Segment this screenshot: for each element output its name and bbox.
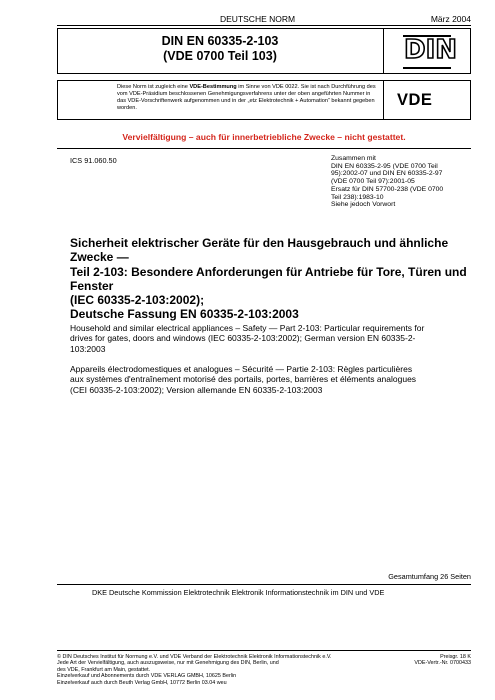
price-group: Preisgr. 18 K (440, 654, 471, 660)
vde-distribution-number: VDE-Vertr.-Nr. 0700433 (414, 660, 471, 667)
replaces-line: Ersatz für DIN 57700-238 (VDE 0700 (331, 185, 444, 193)
header-rule (57, 25, 471, 26)
ics-code: ICS 91.060.50 (70, 156, 117, 165)
german-title (70, 236, 470, 322)
french-title (70, 364, 475, 395)
footer-rule (57, 650, 471, 651)
copyright-line: © DIN Deutsches Institut für Normung e.V. und VDE Verband der Elektrotechnik Elektronik Informationstechnik e.V. (57, 654, 332, 660)
vde-notice-text (117, 84, 379, 112)
german-title-line: Deutsche Fassung EN 60335-2-103:2003 (70, 307, 299, 322)
replaces-line: (VDE 0700 Teil 97):2001-05 (331, 178, 415, 186)
copyright-line: Jede Art der Vervielfältigung, auch auszugsweise, nur mit Genehmigung des DIN, Berlin, und (57, 660, 279, 667)
copyright-line: des VDE, Frankfurt am Main, gestattet. (57, 666, 151, 673)
french-title-line: aux systèmes d'entraînement motorisé des portails, portes, barrières et éléments analogues (70, 374, 417, 385)
notice-post: im Sinne von VDE 0022. Sie ist nach Durchführung des vom VDE-Präsidium beschlossenen Genehmigungsverfahrens unter der oben angeführten Nummer in das VDE-Vorschriftenwerk aufgenommen und in der „etz Elektrotechnik + Automation“ bekannt gegeben worden. (117, 84, 376, 112)
german-title-line: Zwecke — (70, 250, 129, 265)
replaces-line: Teil 238):1983-10 (331, 193, 384, 201)
german-title-line: (IEC 60335-2-103:2002); (70, 293, 205, 308)
replacement-info (331, 155, 471, 209)
english-title-line: drives for gates, doors and windows (IEC 60335-2-103:2002); German version EN 60335-2- (70, 333, 416, 344)
publication-date: März 2004 (430, 14, 471, 24)
replaces-line: DIN EN 60335-2-95 (VDE 0700 Teil (331, 162, 438, 170)
warning-rule (57, 148, 471, 149)
copyright-line: Einzelverkauf auch durch Beuth Verlag GmbH, 10772 Berlin 03.04 weu (57, 679, 227, 686)
din-logo: DIN (404, 35, 458, 65)
reproduction-warning: Vervielfältigung – auch für innerbetriebliche Zwecke – nicht gestattet. (122, 132, 406, 142)
dke-top-rule (57, 584, 471, 585)
copyright-block (57, 654, 397, 686)
standard-type-label: DEUTSCHE NORM (220, 14, 296, 24)
price-block (414, 654, 471, 667)
replaces-line: Zusammen mit (331, 155, 376, 162)
notice-pre: Diese Norm ist zugleich eine (117, 84, 190, 90)
total-page-count: Gesamtumfang 26 Seiten (388, 572, 471, 581)
replaces-line: Siehe jedoch Vorwort (331, 201, 396, 209)
document-number: DIN EN 60335-2-103 (161, 34, 279, 48)
vde-logo: VDE (397, 91, 433, 109)
german-title-line: Fenster (70, 278, 114, 293)
notice-bold: VDE-Bestimmung (189, 84, 237, 90)
dke-commission: DKE Deutsche Kommission Elektrotechnik Elektronik Informationstechnik im DIN und VDE (92, 588, 385, 597)
german-title-line: Teil 2-103: Besondere Anforderungen für Antriebe für Tore, Türen und (70, 264, 467, 279)
french-title-line: Appareils électrodomestiques et analogues – Sécurité — Partie 2-103: Règles particulières (70, 364, 413, 374)
replaces-line: 95):2002-07 und DIN EN 60335-2-97 (331, 170, 443, 178)
english-title-line: 103:2003 (70, 343, 106, 354)
vde-classification: (VDE 0700 Teil 103) (163, 49, 277, 63)
french-title-line: (CEI 60335-2-103:2002); Version allemande EN 60335-2-103:2003 (70, 384, 323, 395)
english-title-line: Household and similar electrical appliances – Safety — Part 2-103: Particular requirements for (70, 323, 425, 333)
german-title-line: Sicherheit elektrischer Geräte für den Hausgebrauch und ähnliche (70, 236, 449, 250)
copyright-line: Einzelverkauf und Abonnements durch VDE VERLAG GMBH, 10625 Berlin (57, 673, 237, 680)
english-title (70, 323, 475, 354)
